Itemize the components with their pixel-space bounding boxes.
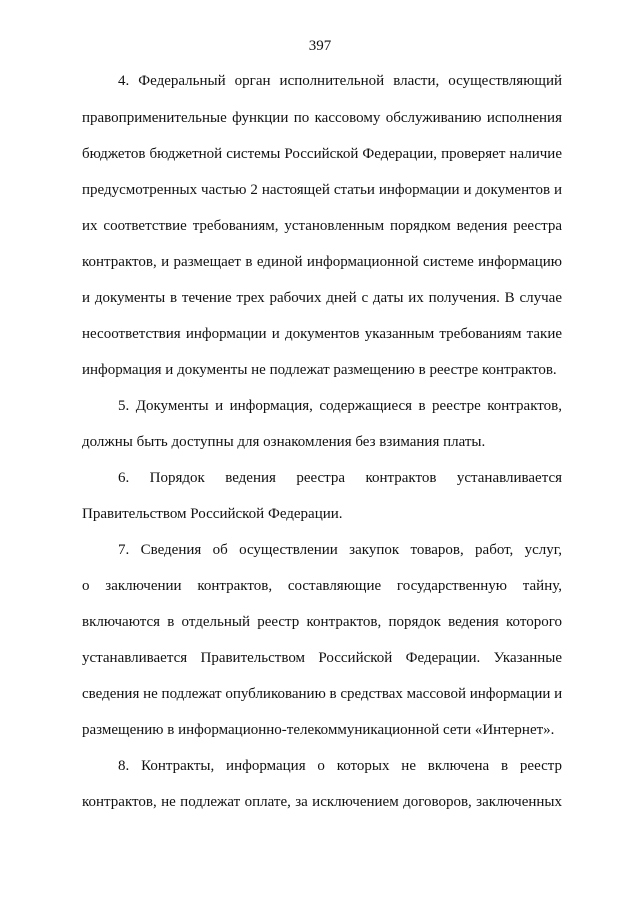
text-line: их соответствие требованиям, установленным порядком ведения реестра <box>82 218 562 234</box>
text-line: включаются в отдельный реестр контрактов, порядок ведения которого <box>82 614 562 630</box>
text-line: Правительством Российской Федерации. <box>82 506 343 522</box>
text-line: о заключении контрактов, составляющие государственную тайну, <box>82 578 562 594</box>
text-line: устанавливается Правительством Российской Федерации. Указанные <box>82 650 562 666</box>
text-line: и документы в течение трех рабочих дней с даты их получения. В случае <box>82 290 562 306</box>
text-line: бюджетов бюджетной системы Российской Федерации, проверяет наличие <box>82 146 562 162</box>
page-number: 397 <box>308 38 332 54</box>
text-line: 4. Федеральный орган исполнительной власти, осуществляющий <box>118 73 562 89</box>
text-line: предусмотренных частью 2 настоящей статьи информации и документов и <box>82 182 562 198</box>
text-line: размещению в информационно-телекоммуникационной сети «Интернет». <box>82 722 555 738</box>
text-line: должны быть доступны для ознакомления без взимания платы. <box>82 434 486 450</box>
text-line: контрактов, и размещает в единой информационной системе информацию <box>82 254 562 270</box>
text-line: сведения не подлежат опубликованию в средствах массовой информации и <box>82 686 563 702</box>
text-line: контрактов, не подлежат оплате, за исключением договоров, заключенных <box>82 794 562 810</box>
text-line: несоответствия информации и документов указанным требованиям такие <box>82 326 562 342</box>
text-line: информация и документы не подлежат размещению в реестре контрактов. <box>82 362 557 378</box>
text-line: 8. Контракты, информация о которых не включена в реестр <box>118 758 562 774</box>
text-line: 7. Сведения об осуществлении закупок товаров, работ, услуг, <box>118 542 562 558</box>
text-line: 6. Порядок ведения реестра контрактов устанавливается <box>118 470 562 486</box>
text-line: 5. Документы и информация, содержащиеся в реестре контрактов, <box>118 398 562 414</box>
text-line: правоприменительные функции по кассовому обслуживанию исполнения <box>82 110 562 126</box>
